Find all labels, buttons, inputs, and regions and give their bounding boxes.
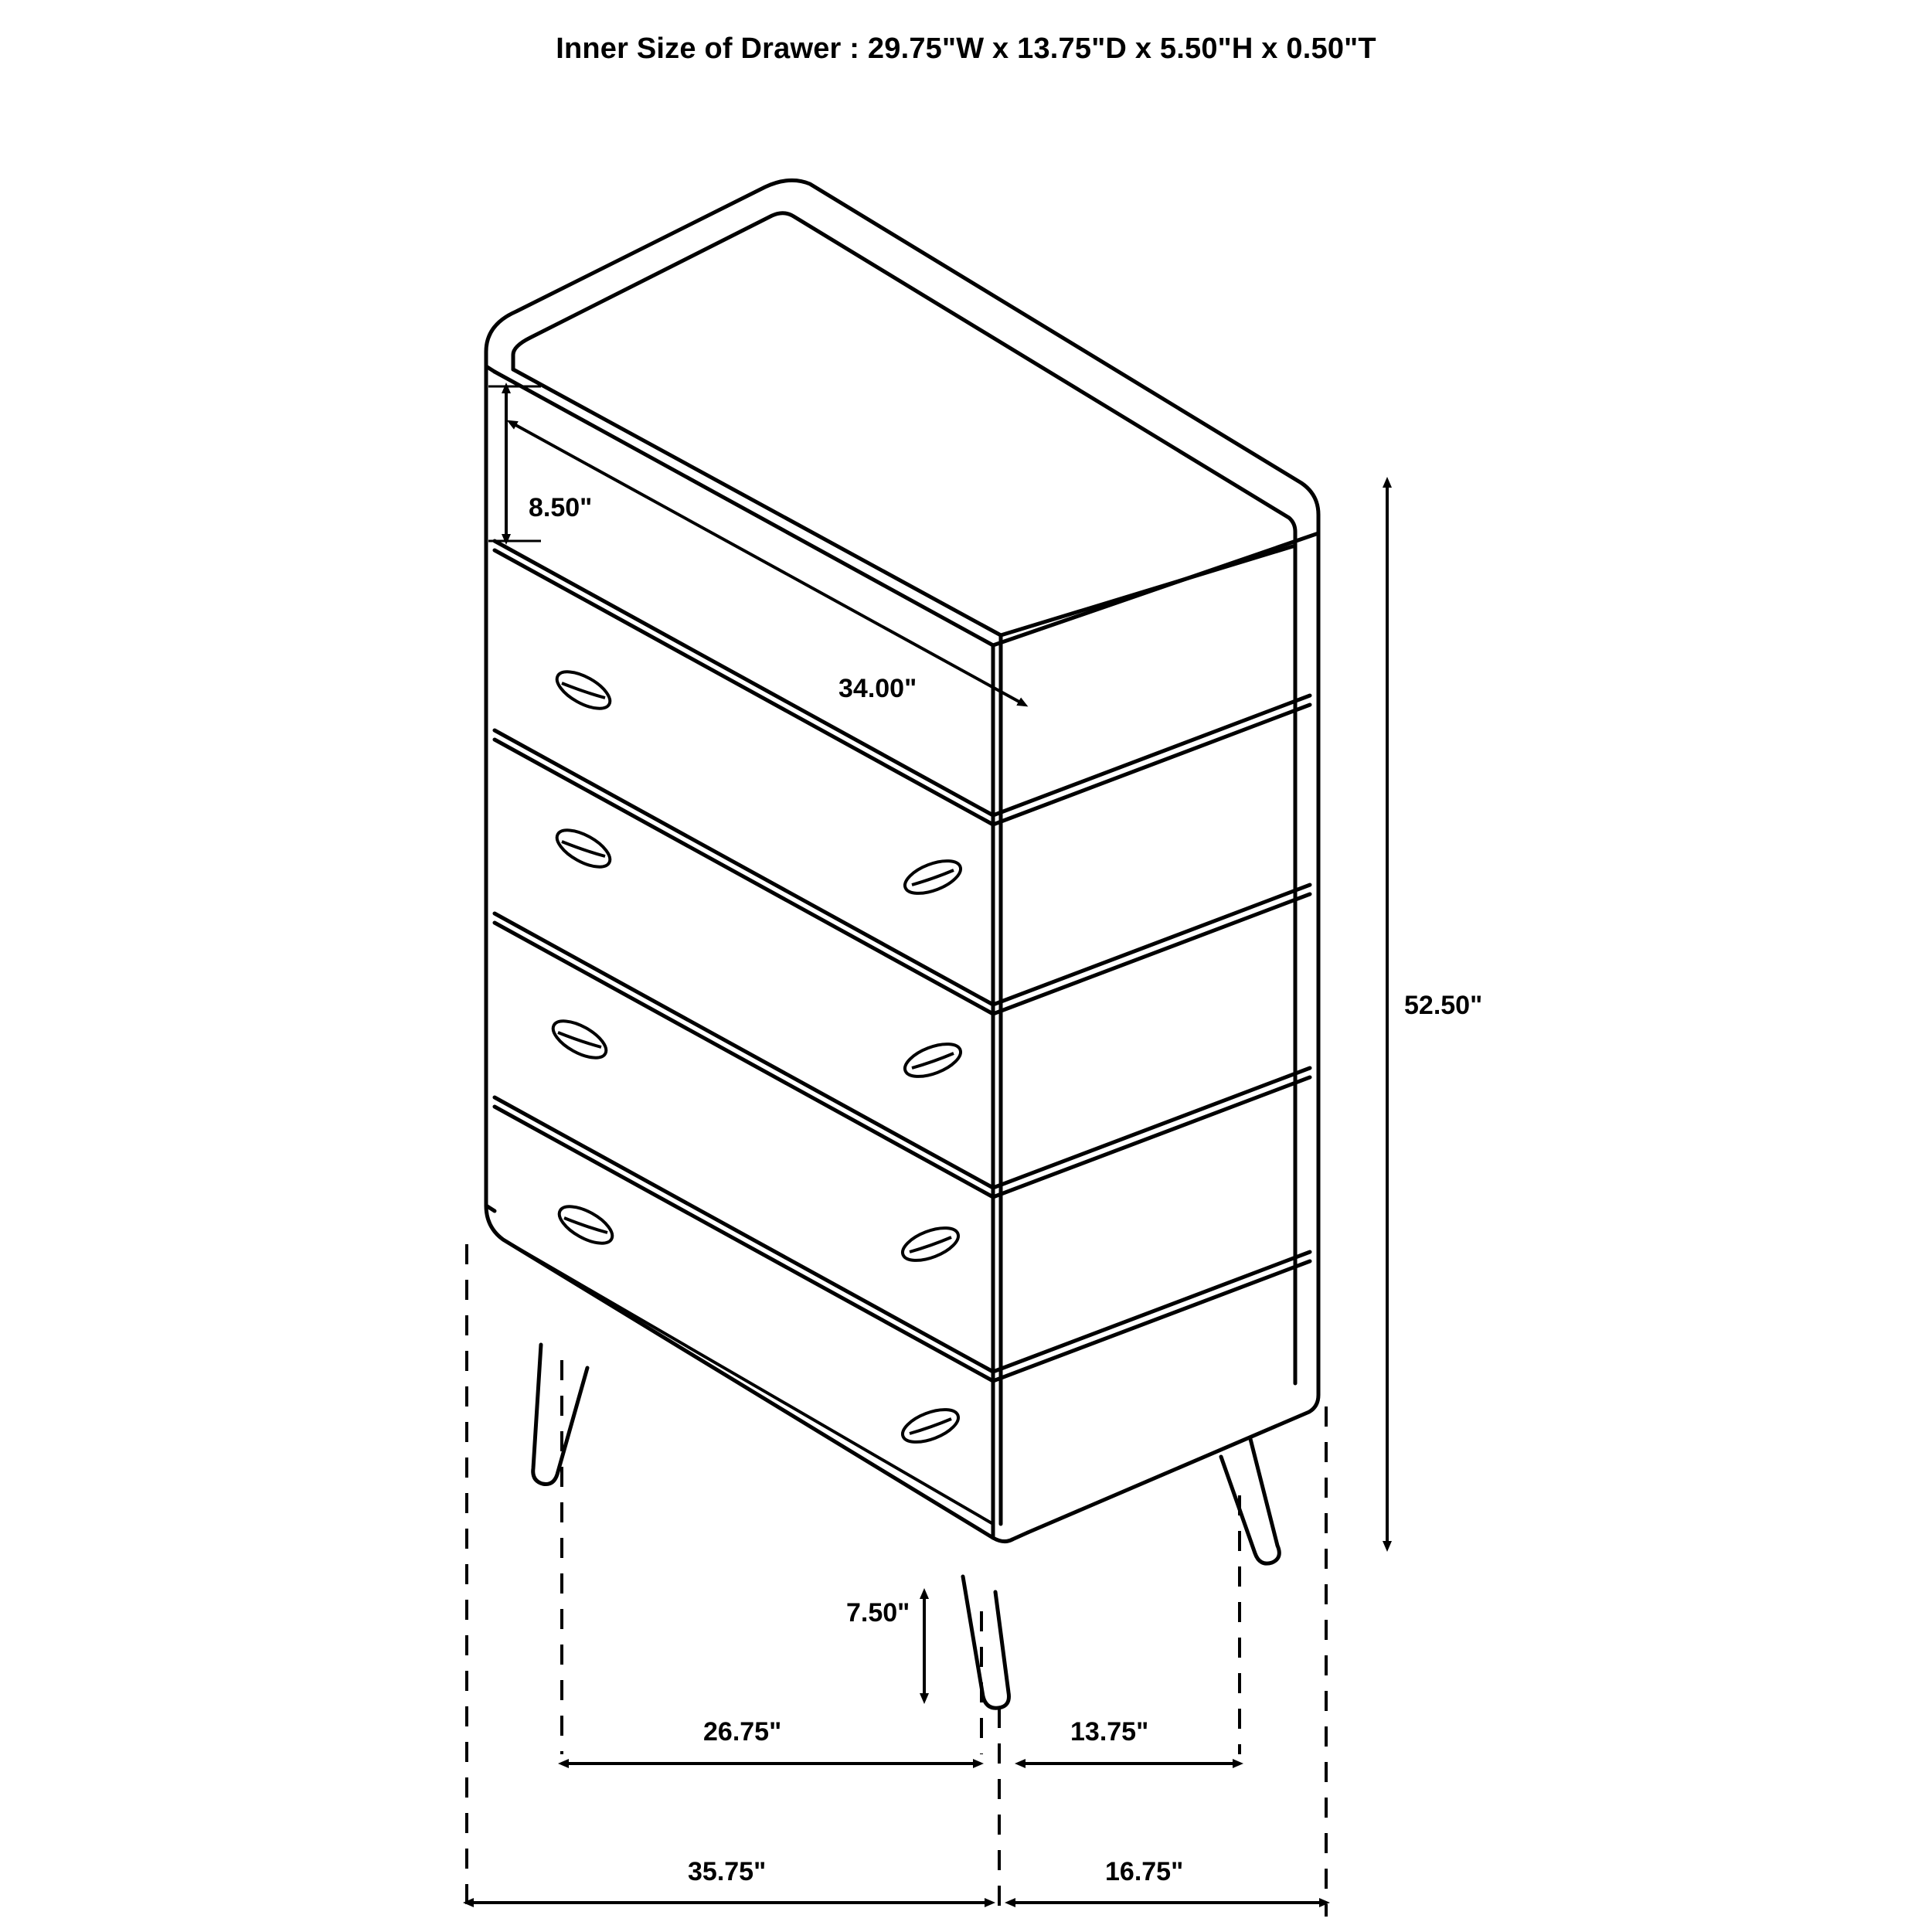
extension-lines bbox=[467, 1244, 1326, 1917]
dim-label-35-75: 35.75" bbox=[688, 1857, 767, 1886]
page-title: Inner Size of Drawer : 29.75"W x 13.75"D x 5.50"H x 0.50"T bbox=[556, 32, 1376, 65]
dim-label-16-75: 16.75" bbox=[1105, 1857, 1184, 1886]
dim-34-00 bbox=[510, 422, 1025, 705]
chest-legs bbox=[533, 1345, 1280, 1708]
dim-label-52-50: 52.50" bbox=[1404, 991, 1483, 1020]
dim-label-8-50: 8.50" bbox=[529, 493, 593, 522]
dim-label-34-00: 34.00" bbox=[838, 674, 917, 703]
dim-label-26-75: 26.75" bbox=[703, 1717, 782, 1747]
dim-label-7-50: 7.50" bbox=[846, 1598, 910, 1628]
dim-label-13-75: 13.75" bbox=[1070, 1717, 1149, 1747]
